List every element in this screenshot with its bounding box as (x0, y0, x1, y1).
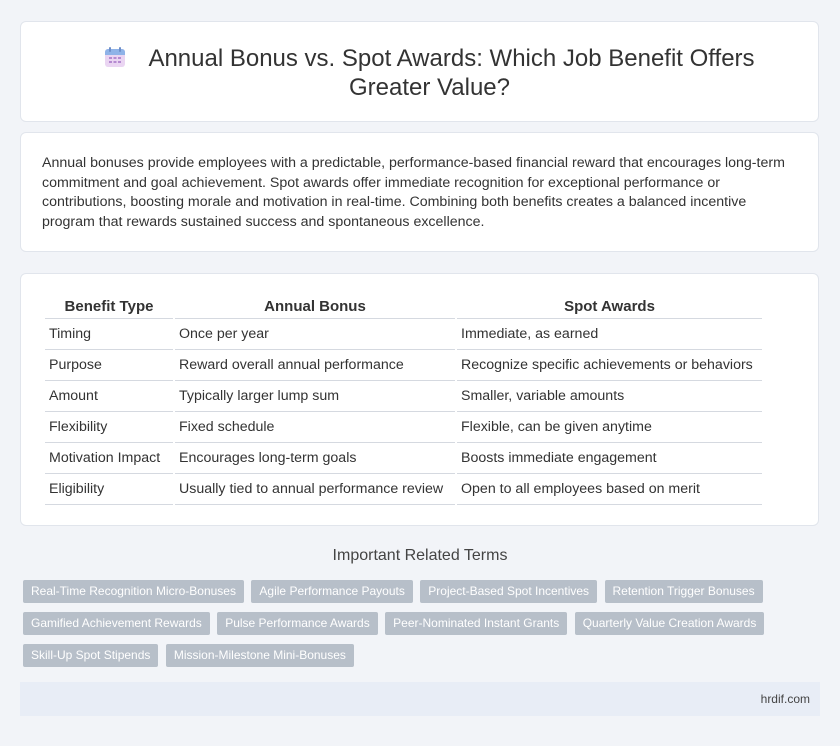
related-term-tag[interactable]: Quarterly Value Creation Awards (575, 612, 765, 635)
related-term-tag[interactable]: Project-Based Spot Incentives (420, 580, 597, 603)
annual-bonus-cell: Fixed schedule (175, 412, 455, 443)
row-label: Motivation Impact (45, 443, 173, 474)
table-row (45, 443, 762, 474)
table-row (45, 319, 762, 350)
intro-paragraph: Annual bonuses provide employees with a predictable, performance-based financial reward that encourages long-term commitment and goal achievement. Spot awards offer immediate recognition for exceptional performance or contributions, boosting morale and motivation in real-time. Combining both benefits creates a balanced incentive program that rewards sustained success and spontaneous excellence. (42, 155, 785, 230)
spot-awards-cell: Recognize specific achievements or behaviors (457, 350, 762, 381)
page-title: Annual Bonus vs. Spot Awards: Which Job Benefit Offers Greater Value? (148, 45, 755, 101)
row-label: Purpose (45, 350, 173, 381)
footer-site-link[interactable]: hrdif.com (760, 692, 810, 706)
title-card (20, 21, 819, 122)
spot-awards-cell: Smaller, variable amounts (457, 381, 762, 412)
table-row (45, 474, 762, 505)
intro-card (20, 132, 819, 252)
related-term-tag[interactable]: Mission-Milestone Mini-Bonuses (166, 644, 354, 667)
spot-awards-cell: Immediate, as earned (457, 319, 762, 350)
annual-bonus-cell: Usually tied to annual performance review (175, 474, 455, 505)
comparison-table (43, 294, 764, 505)
table-row (45, 381, 762, 412)
calendar-icon (104, 46, 126, 68)
annual-bonus-cell: Once per year (175, 319, 455, 350)
related-term-tag[interactable]: Gamified Achievement Rewards (23, 612, 210, 635)
spot-awards-cell: Flexible, can be given anytime (457, 412, 762, 443)
comparison-card (20, 273, 819, 526)
related-term-tag[interactable]: Agile Performance Payouts (251, 580, 412, 603)
related-term-tag[interactable]: Peer-Nominated Instant Grants (385, 612, 567, 635)
related-terms-list (23, 580, 783, 676)
related-term-tag[interactable]: Real-Time Recognition Micro-Bonuses (23, 580, 244, 603)
table-header-row (45, 294, 762, 319)
annual-bonus-cell: Reward overall annual performance (175, 350, 455, 381)
column-header-annual-bonus: Annual Bonus (175, 294, 455, 319)
row-label: Amount (45, 381, 173, 412)
related-term-tag[interactable]: Pulse Performance Awards (217, 612, 378, 635)
annual-bonus-cell: Encourages long-term goals (175, 443, 455, 474)
table-row (45, 350, 762, 381)
page-title-container (61, 44, 798, 102)
row-label: Timing (45, 319, 173, 350)
row-label: Eligibility (45, 474, 173, 505)
spot-awards-cell: Open to all employees based on merit (457, 474, 762, 505)
related-term-tag[interactable]: Skill-Up Spot Stipends (23, 644, 158, 667)
row-label: Flexibility (45, 412, 173, 443)
table-row (45, 412, 762, 443)
related-term-tag[interactable]: Retention Trigger Bonuses (605, 580, 763, 603)
spot-awards-cell: Boosts immediate engagement (457, 443, 762, 474)
related-terms-heading: Important Related Terms (332, 547, 508, 564)
footer-bar (20, 682, 820, 716)
column-header-benefit-type: Benefit Type (45, 294, 173, 319)
column-header-spot-awards: Spot Awards (457, 294, 762, 319)
annual-bonus-cell: Typically larger lump sum (175, 381, 455, 412)
